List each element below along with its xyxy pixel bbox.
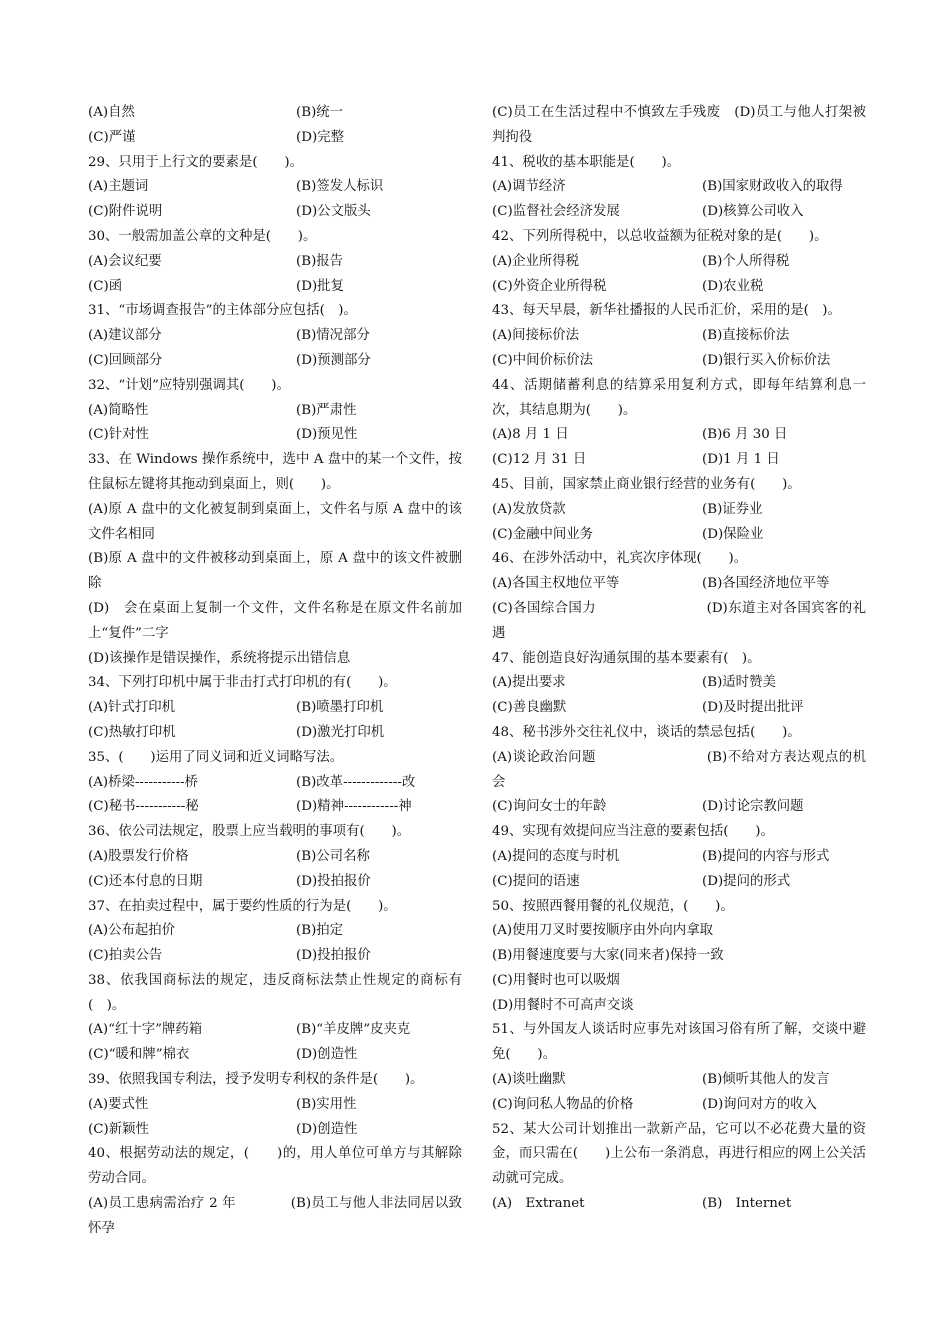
- option-a: (A)间接标价法: [492, 328, 580, 344]
- option-a: (C)监督社会经济发展: [492, 204, 620, 220]
- option-b: (D)创造性: [296, 1047, 358, 1063]
- text-line: 31、“市场调查报告”的主体部分应包括( )。: [88, 303, 357, 319]
- option-a: (A)要式性: [88, 1096, 149, 1112]
- text-paragraph: 33、在 Windows 操作系统中，选中 A 盘中的某一个文件，按住鼠标左键将其拖动到桌面上，则( )。: [88, 452, 462, 492]
- text-paragraph: (A)谈论政治问题 (B)不给对方表达观点的机会: [492, 749, 866, 790]
- option-b: (B)直接标价法: [702, 328, 790, 344]
- option-row: [88, 771, 462, 796]
- option-a: (C)还本付息的日期: [88, 873, 203, 889]
- option-row: [492, 572, 866, 597]
- option-a: (A)针式打印机: [88, 700, 176, 716]
- option-row: [492, 324, 866, 349]
- option-a: (A)建议部分: [88, 328, 162, 344]
- option-row: [88, 250, 462, 275]
- option-row: [88, 101, 462, 126]
- option-a: (C)严谨: [88, 129, 136, 145]
- text-paragraph: (A)员工患病需治疗 2 年 (B)员工与他人非法同居以致怀孕: [88, 1196, 462, 1236]
- text-paragraph: (A)原 A 盘中的文化被复制到桌面上，文件名与原 A 盘中的该文件名相同: [88, 501, 462, 542]
- option-row: [492, 870, 866, 895]
- option-b: (B)严肃性: [296, 402, 357, 418]
- text-paragraph: 44、活期储蓄利息的结算采用复利方式，即每年结算利息一次，其结息期为( )。: [492, 377, 866, 418]
- text-line: 35、( )运用了同义词和近义词略写法。: [88, 749, 344, 765]
- option-row: [492, 1068, 866, 1093]
- option-b: (B)喷墨打印机: [296, 700, 384, 716]
- option-b: (B)情况部分: [296, 328, 370, 344]
- option-row: [492, 498, 866, 523]
- option-a: (C)提问的语速: [492, 873, 580, 889]
- text-paragraph: 38、依我国商标法的规定，违反商标法禁止性规定的商标有( )。: [88, 972, 462, 1013]
- option-b: (D)银行买入价标价法: [702, 352, 831, 368]
- option-b: (D)核算公司收入: [702, 204, 804, 220]
- option-a: (A)发放贷款: [492, 501, 566, 517]
- option-row: [492, 349, 866, 374]
- option-a: (C)询问私人物品的价格: [492, 1096, 634, 1112]
- option-row: [492, 523, 866, 548]
- option-a: (A)8 月 1 日: [492, 427, 569, 443]
- text-paragraph: 51、与外国友人谈话时应事先对该国习俗有所了解，交谈中避免( )。: [492, 1022, 866, 1063]
- option-a: (A)桥梁-----------桥: [88, 774, 199, 790]
- option-row: [88, 1093, 462, 1118]
- option-row: [88, 126, 462, 151]
- option-row: [88, 1043, 462, 1068]
- option-row: [492, 1093, 866, 1118]
- text-paragraph: (C)各国综合国力 (D)东道主对各国宾客的礼遇: [492, 600, 866, 641]
- option-a: (C)中间价标价法: [492, 352, 594, 368]
- option-row: [88, 919, 462, 944]
- option-a: (A)股票发行价格: [88, 848, 189, 864]
- option-b: (B)签发人标识: [296, 179, 384, 195]
- option-b: (D)提问的形式: [702, 873, 791, 889]
- text-paragraph: (B)原 A 盘中的文件被移动到桌面上，原 A 盘中的该文件被删除: [88, 551, 462, 592]
- option-row: [88, 721, 462, 746]
- option-b: (B)实用性: [296, 1096, 357, 1112]
- option-b: (D)完整: [296, 129, 344, 145]
- option-row: [492, 423, 866, 448]
- option-a: (A)自然: [88, 105, 135, 120]
- text-line: (A)使用刀叉时要按顺序由外向内拿取: [492, 923, 713, 939]
- option-b: (B)统一: [296, 105, 344, 120]
- option-a: (C)附件说明: [88, 204, 163, 220]
- option-a: (A)公布起拍价: [88, 923, 176, 939]
- right-column: [492, 101, 866, 1217]
- option-b: (D)预见性: [296, 427, 358, 443]
- text-line: 39、依照我国专利法，授予发明专利权的条件是( )。: [88, 1072, 424, 1088]
- option-a: (A)会议纪要: [88, 253, 162, 269]
- option-row: [88, 845, 462, 870]
- text-line: 41、税收的基本职能是( )。: [492, 154, 681, 170]
- text-paragraph: (C)员工在生活过程中不慎致左手残废 (D)员工与他人打架被判拘役: [492, 105, 866, 145]
- option-b: (D)公文版头: [296, 204, 371, 220]
- option-row: [88, 696, 462, 721]
- option-a: (C)金融中间业务: [492, 526, 594, 542]
- option-a: (A)谈吐幽默: [492, 1072, 566, 1088]
- text-line: 42、下列所得税中，以总收益额为征税对象的是( )。: [492, 228, 828, 244]
- text-line: (D)用餐时不可高声交谈: [492, 997, 634, 1013]
- option-b: (B)倾听其他人的发言: [702, 1072, 830, 1088]
- option-row: [492, 200, 866, 225]
- option-b: (D)询问对方的收入: [702, 1096, 817, 1112]
- option-a: (C)针对性: [88, 427, 149, 443]
- option-b: (B)“羊皮牌”皮夹克: [296, 1022, 411, 1038]
- option-row: [88, 944, 462, 969]
- option-a: (A)简略性: [88, 402, 149, 418]
- option-row: [88, 275, 462, 300]
- option-row: [492, 696, 866, 721]
- text-paragraph: 43、每天早晨，新华社播报的人民币汇价，采用的是( )。: [492, 303, 841, 319]
- option-a: (A)提出要求: [492, 675, 566, 691]
- option-row: [492, 845, 866, 870]
- text-line: 49、实现有效提问应当注意的要素包括( )。: [492, 824, 774, 840]
- option-b: (B)提问的内容与形式: [702, 848, 830, 864]
- text-line: 29、只用于上行文的要素是( )。: [88, 154, 303, 170]
- option-b: (D)创造性: [296, 1121, 358, 1137]
- option-row: [492, 671, 866, 696]
- text-line: 45、目前，国家禁止商业银行经营的业务有( )。: [492, 476, 801, 492]
- option-row: [492, 1192, 866, 1217]
- option-a: (C)12 月 31 日: [492, 452, 587, 468]
- option-row: [88, 870, 462, 895]
- option-a: (C)秘书-----------秘: [88, 799, 199, 815]
- option-row: [88, 1118, 462, 1143]
- option-a: (A) Extranet: [492, 1196, 585, 1212]
- text-line: (C)用餐时也可以吸烟: [492, 972, 620, 988]
- text-line: 37、在拍卖过程中，属于要约性质的行为是( )。: [88, 898, 397, 914]
- option-row: [492, 795, 866, 820]
- text-line: 47、能创造良好沟通氛围的基本要素有( )。: [492, 650, 761, 666]
- option-b: (D)农业税: [702, 278, 764, 294]
- option-b: (B)证券业: [702, 501, 763, 517]
- option-b: (D)批复: [296, 278, 344, 294]
- option-a: (C)新颖性: [88, 1121, 149, 1137]
- option-row: [88, 200, 462, 225]
- option-a: (C)善良幽默: [492, 700, 567, 716]
- text-line: (B)用餐速度要与大家(同来者)保持一致: [492, 948, 724, 964]
- option-row: [88, 324, 462, 349]
- option-b: (D)预测部分: [296, 352, 371, 368]
- option-a: (A)“红十字”牌药箱: [88, 1022, 203, 1038]
- option-a: (C)询问女士的年龄: [492, 799, 607, 815]
- option-a: (C)“暖和牌”棉衣: [88, 1047, 190, 1063]
- option-row: [492, 275, 866, 300]
- option-b: (D)1 月 1 日: [702, 452, 780, 468]
- option-row: [88, 423, 462, 448]
- option-b: (B)公司名称: [296, 848, 370, 864]
- option-row: [492, 448, 866, 473]
- option-row: [492, 175, 866, 200]
- option-row: [88, 349, 462, 374]
- text-line: 34、下列打印机中属于非击打式打印机的有( )。: [88, 675, 397, 691]
- text-line: 36、依公司法规定，股票上应当载明的事项有( )。: [88, 824, 411, 840]
- left-column: [88, 101, 462, 1242]
- option-row: [88, 175, 462, 200]
- option-b: (B) Internet: [702, 1196, 792, 1212]
- option-a: (C)外资企业所得税: [492, 278, 607, 294]
- text-paragraph: 52、某大公司计划推出一款新产品，它可以不必花费大量的资金，而只需在( )上公布一条消息，再进行相应的网上公关活动就可完成。: [492, 1121, 866, 1187]
- option-b: (B)报告: [296, 253, 344, 269]
- option-b: (D)激光打印机: [296, 724, 385, 740]
- option-a: (A)企业所得税: [492, 253, 580, 269]
- option-a: (A)调节经济: [492, 179, 566, 195]
- option-b: (D)保险业: [702, 526, 764, 542]
- option-row: [492, 250, 866, 275]
- option-a: (A)主题词: [88, 179, 149, 195]
- option-a: (A)提问的态度与时机: [492, 848, 620, 864]
- option-a: (A)各国主权地位平等: [492, 576, 620, 592]
- text-line: 32、“计划”应特别强调其( )。: [88, 377, 290, 393]
- option-b: (D)讨论宗教问题: [702, 799, 804, 815]
- option-b: (B)国家财政收入的取得: [702, 179, 843, 195]
- option-a: (C)拍卖公告: [88, 948, 163, 964]
- option-row: [88, 1018, 462, 1043]
- option-b: (D)精神------------神: [296, 799, 412, 815]
- option-b: (D)投拍报价: [296, 948, 371, 964]
- option-row: [88, 399, 462, 424]
- text-line: 48、秘书涉外交往礼仪中，谈话的禁忌包括( )。: [492, 724, 801, 740]
- option-a: (C)函: [88, 278, 123, 294]
- text-paragraph: (D) 会在桌面上复制一个文件，文件名称是在原文件名前加上“复件”二字: [88, 600, 462, 641]
- option-a: (C)热敏打印机: [88, 724, 176, 740]
- text-line: (D)该操作是错误操作，系统将提示出错信息: [88, 650, 351, 666]
- text-line: 46、在涉外活动中，礼宾次序体现( )。: [492, 551, 748, 567]
- option-b: (B)各国经济地位平等: [702, 576, 830, 592]
- option-row: [88, 795, 462, 820]
- text-line: 30、一般需加盖公章的文种是( )。: [88, 228, 317, 244]
- option-b: (B)拍定: [296, 923, 344, 939]
- option-b: (B)6 月 30 日: [702, 427, 788, 443]
- text-paragraph: 40、根据劳动法的规定，( )的，用人单位可单方与其解除劳动合同。: [88, 1146, 462, 1187]
- text-line: 50、按照西餐用餐的礼仪规范，( )。: [492, 898, 734, 914]
- option-b: (D)投拍报价: [296, 873, 371, 889]
- option-b: (B)改革-------------改: [296, 774, 416, 790]
- option-b: (B)个人所得税: [702, 253, 790, 269]
- option-b: (B)适时赞美: [702, 675, 776, 691]
- option-a: (C)回顾部分: [88, 352, 163, 368]
- option-b: (D)及时提出批评: [702, 700, 804, 716]
